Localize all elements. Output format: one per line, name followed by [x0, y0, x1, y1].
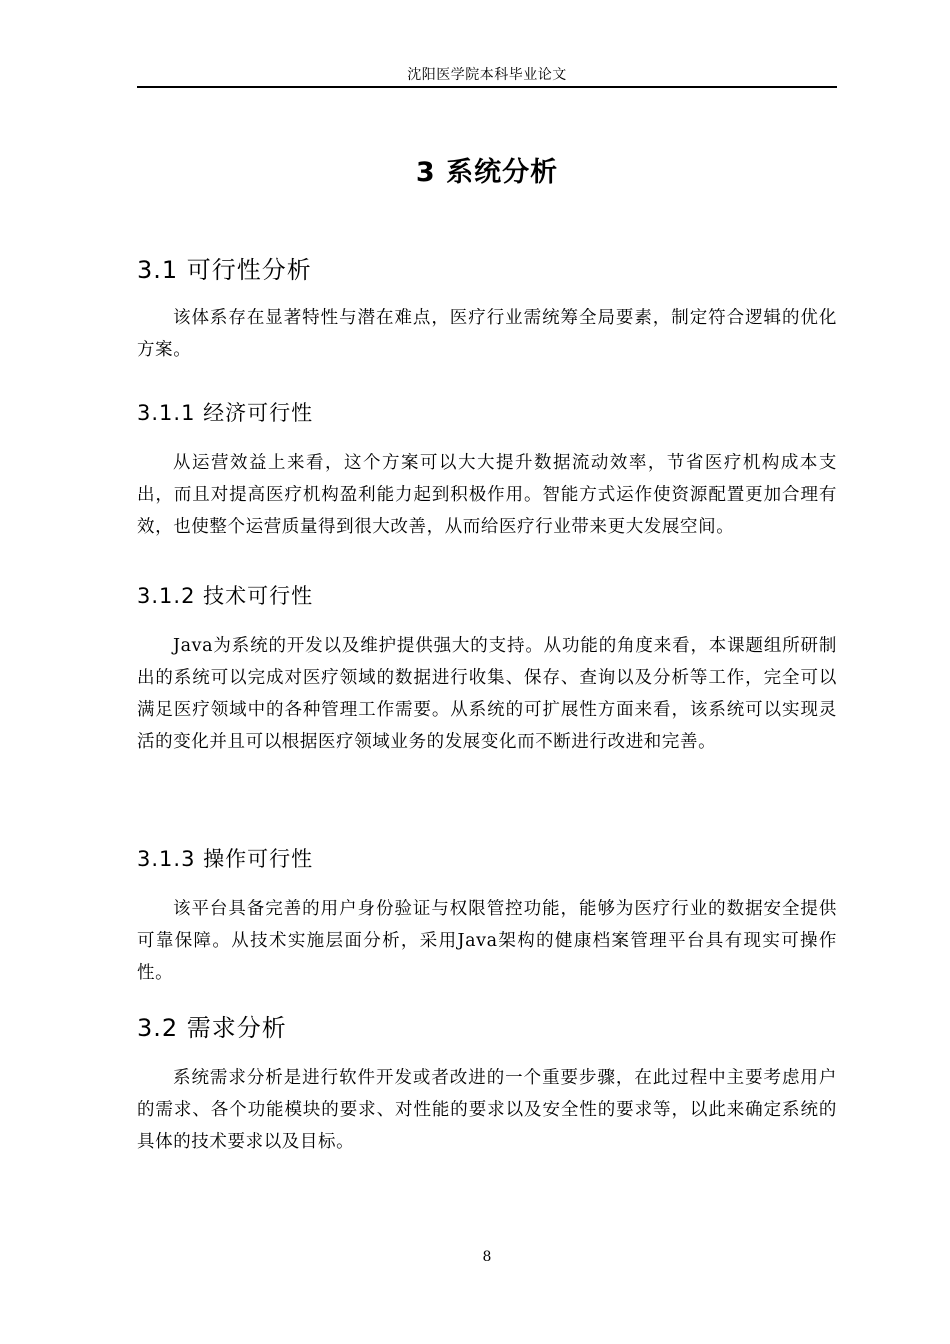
section-3-2-paragraph: 系统需求分析是进行软件开发或者改进的一个重要步骤，在此过程中主要考虑用户的需求、各个功能模块的要求、对性能的要求以及安全性的要求等，以此来确定系统的具体的技术要求以及目标。 — [137, 1068, 837, 1152]
section-3-1-paragraph: 该体系存在显著特性与潜在难点，医疗行业需统筹全局要素，制定符合逻辑的优化方案。 — [137, 308, 837, 360]
section-heading-3-1: 3.1 可行性分析 — [137, 256, 312, 284]
header-rule — [137, 86, 837, 88]
section-3-1-1-paragraph: 从运营效益上来看，这个方案可以大大提升数据流动效率，节省医疗机构成本支出，而且对提高医疗机构盈利能力起到积极作用。智能方式运作使资源配置更加合理有效，也使整个运营质量得到很大改善，从而给医疗行业带来更大发展空间。 — [137, 453, 837, 537]
section-3-1-2-paragraph: Java为系统的开发以及维护提供强大的支持。从功能的角度来看，本课题组所研制出的系统可以完成对医疗领域的数据进行收集、保存、查询以及分析等工作，完全可以满足医疗领域中的各种管理工作需要。从系统的可扩展性方面来看，该系统可以实现灵活的变化并且可以根据医疗领域业务的发展变化而不断进行改进和完善。 — [137, 636, 837, 752]
section-heading-3-1-3: 3.1.3 操作可行性 — [137, 847, 314, 871]
section-heading-3-2: 3.2 需求分析 — [137, 1014, 287, 1042]
section-heading-3-1-1: 3.1.1 经济可行性 — [137, 401, 314, 425]
page-number: 8 — [482, 1249, 492, 1265]
section-3-1-3-paragraph: 该平台具备完善的用户身份验证与权限管控功能，能够为医疗行业的数据安全提供可靠保障。从技术实施层面分析，采用Java架构的健康档案管理平台具有现实可操作性。 — [137, 899, 837, 983]
section-heading-3-1-2: 3.1.2 技术可行性 — [137, 584, 314, 608]
running-header: 沈阳医学院本科毕业论文 — [407, 67, 567, 83]
chapter-title: 3 系统分析 — [415, 157, 559, 188]
